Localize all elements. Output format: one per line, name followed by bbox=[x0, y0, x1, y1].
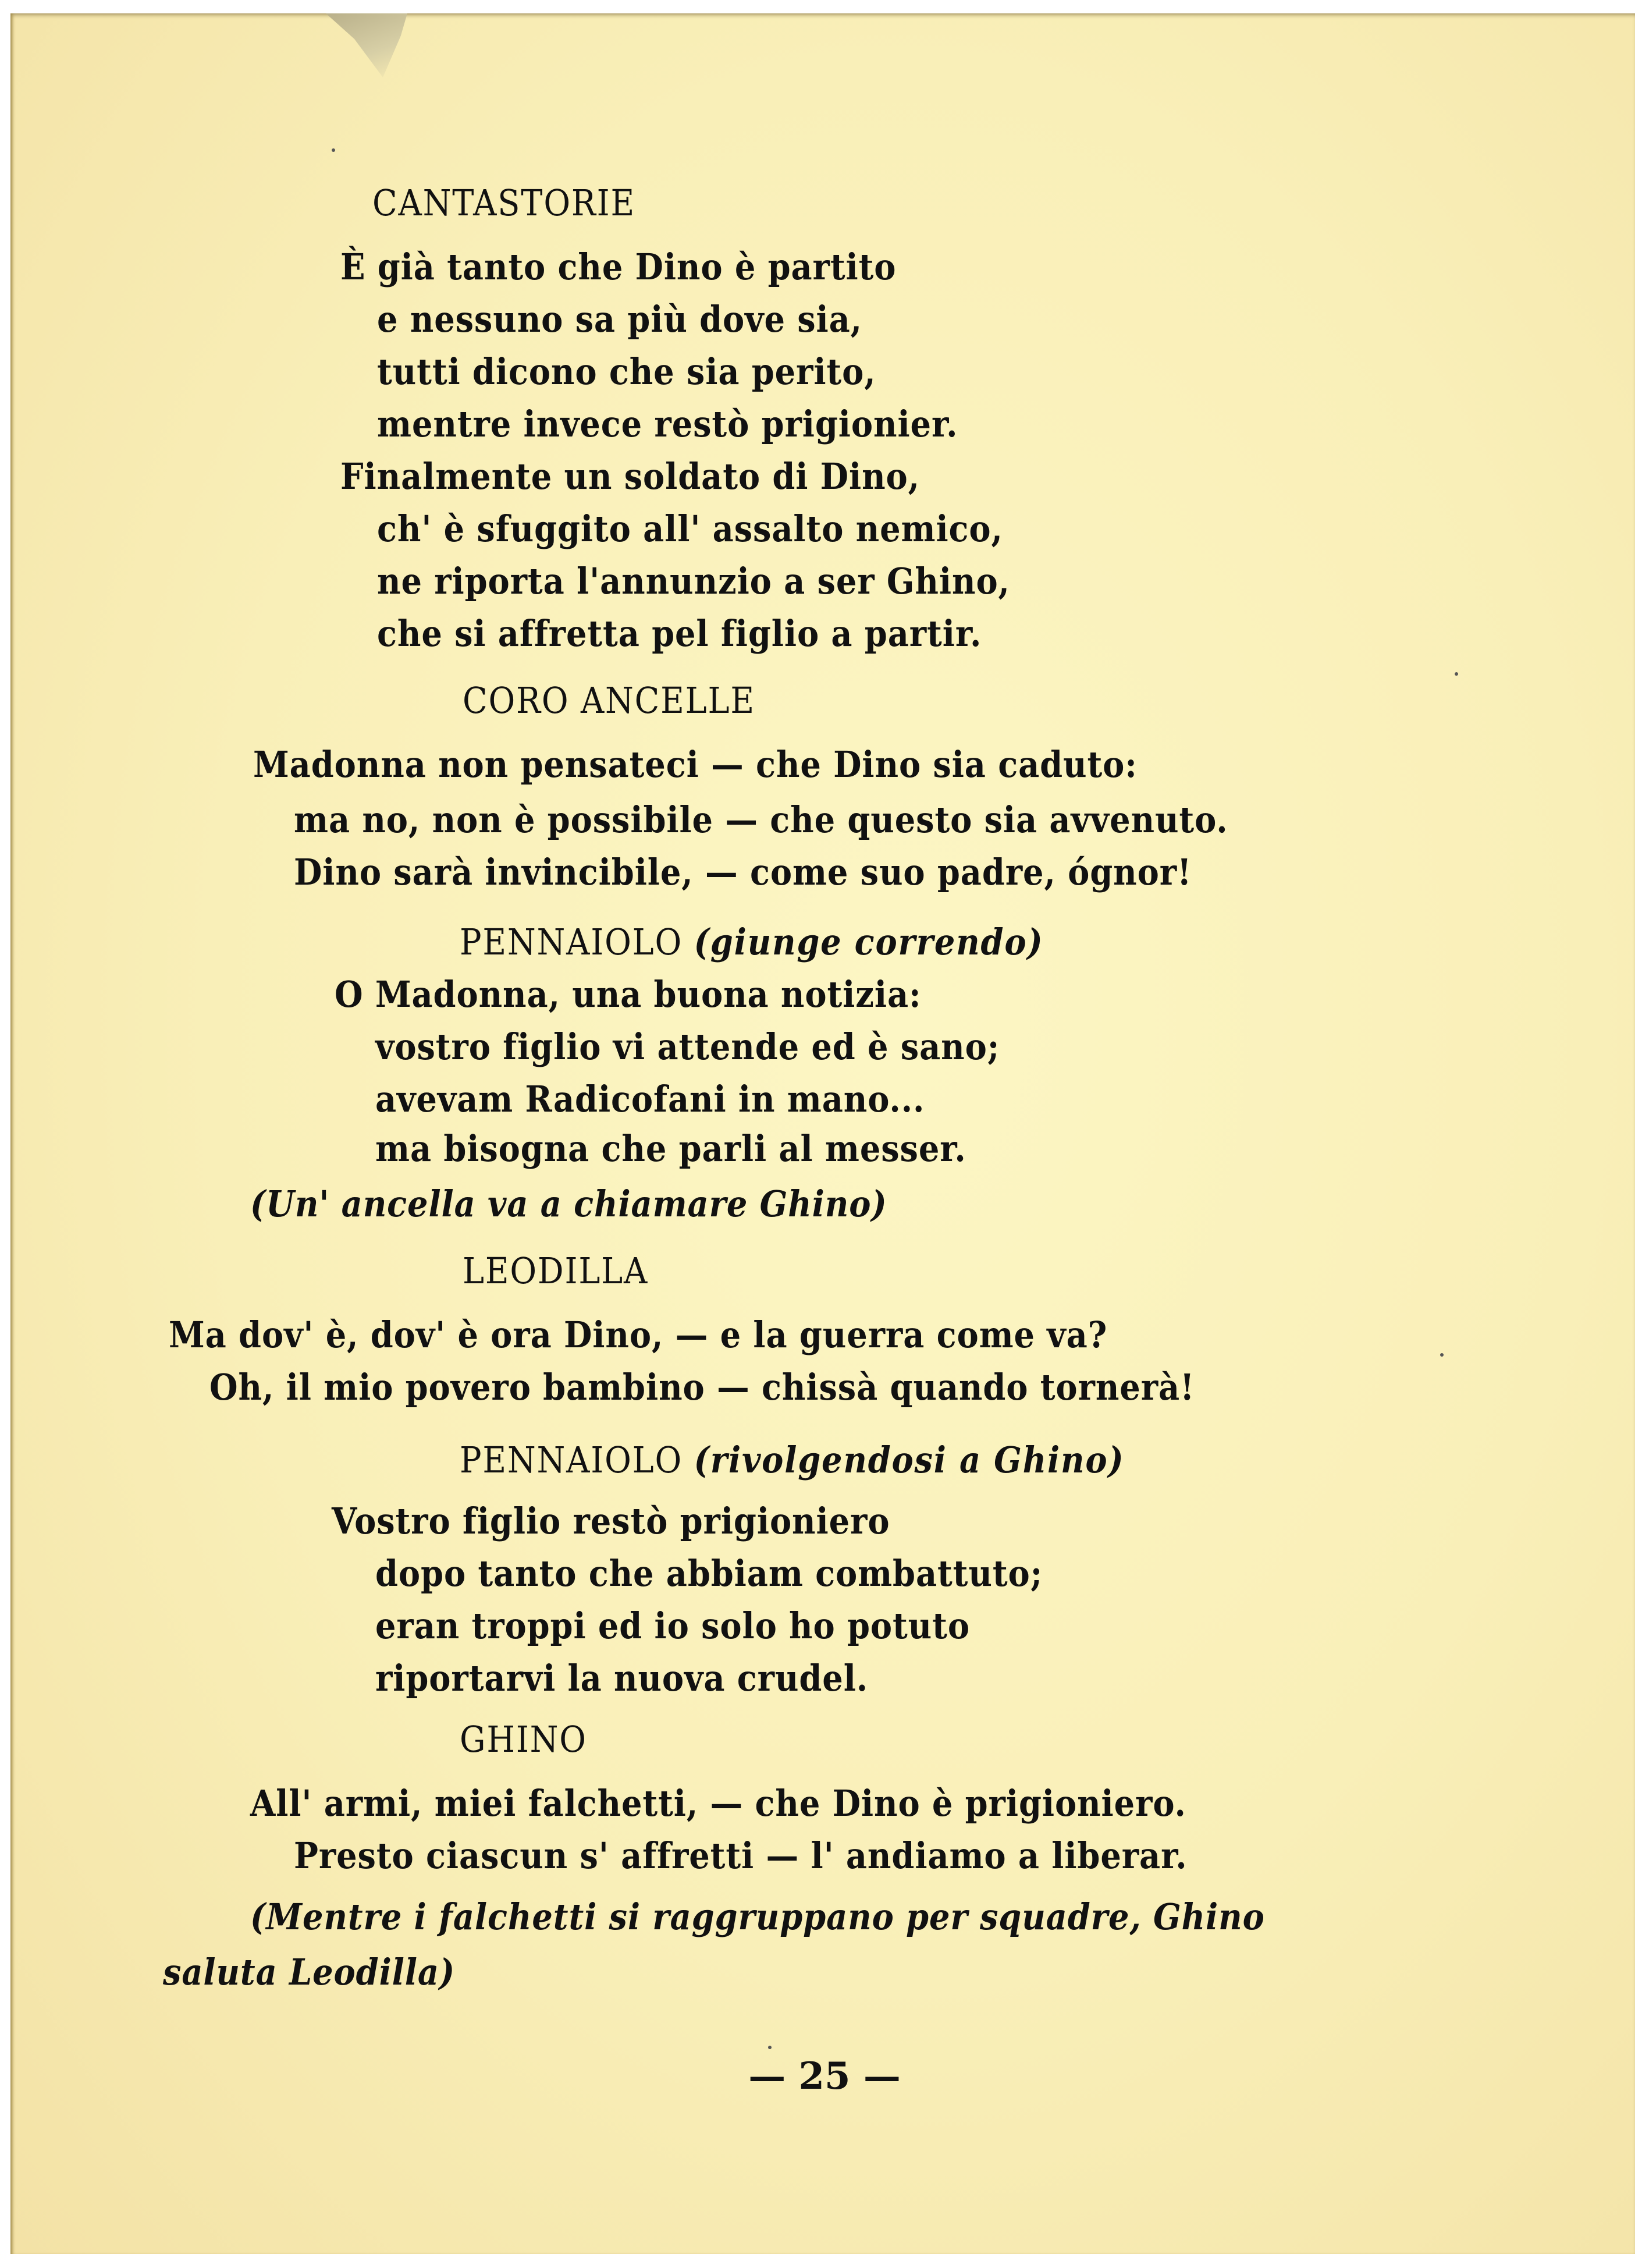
speaker-direction: (giunge correndo) bbox=[694, 921, 1044, 963]
verse-line: riportarvi la nuova crudel. bbox=[375, 1657, 869, 1699]
verse-line: Dino sarà invincibile, — come suo padre, ógnor! bbox=[294, 851, 1192, 893]
verse-line: Vostro figlio restò prigioniero bbox=[332, 1500, 890, 1542]
speaker-heading bbox=[460, 921, 1044, 963]
verse-line: ch' è sfuggito all' assalto nemico, bbox=[377, 507, 1003, 550]
stage-direction: saluta Leodilla) bbox=[163, 1951, 456, 1993]
verse-line: mentre invece restò prigionier. bbox=[377, 403, 958, 445]
stage-direction: (Mentre i falchetti si raggruppano per squadre, Ghino bbox=[250, 1896, 1265, 1938]
verse-line: Ma dov' è, dov' è ora Dino, — e la guerra come va? bbox=[169, 1314, 1108, 1356]
verse-line: Finalmente un soldato di Dino, bbox=[340, 455, 920, 498]
verse-line: Presto ciascun s' affretti — l' andiamo a liberar. bbox=[294, 1834, 1188, 1877]
verse-line: e nessuno sa più dove sia, bbox=[377, 298, 863, 340]
speaker-heading: CANTASTORIE bbox=[372, 182, 636, 224]
verse-line: Madonna non pensateci — che Dino sia caduto: bbox=[253, 743, 1138, 786]
verse-line: eran troppi ed io solo ho potuto bbox=[375, 1605, 970, 1647]
verse-line: che si affretta pel figlio a partir. bbox=[377, 612, 982, 655]
speaker-direction: (rivolgendosi a Ghino) bbox=[694, 1439, 1125, 1481]
speaker-name: PENNAIOLO bbox=[460, 921, 683, 963]
verse-line: dopo tanto che abbiam combattuto; bbox=[375, 1552, 1043, 1595]
paper-speck bbox=[1455, 672, 1458, 676]
verse-line: ma bisogna che parli al messer. bbox=[375, 1127, 966, 1170]
verse-line: ne riporta l'annunzio a ser Ghino, bbox=[377, 560, 1010, 602]
paper-speck bbox=[1440, 1353, 1444, 1357]
verse-line: avevam Radicofani in mano... bbox=[375, 1078, 925, 1120]
verse-line: vostro figlio vi attende ed è sano; bbox=[375, 1025, 1000, 1068]
verse-line: Oh, il mio povero bambino — chissà quando tornerà! bbox=[209, 1366, 1195, 1408]
speaker-name: PENNAIOLO bbox=[460, 1439, 683, 1481]
speaker-heading bbox=[460, 1439, 1125, 1481]
speaker-heading: CORO ANCELLE bbox=[463, 679, 755, 722]
verse-line: È già tanto che Dino è partito bbox=[340, 246, 897, 288]
verse-line: All' armi, miei falchetti, — che Dino è prigioniero. bbox=[250, 1782, 1186, 1825]
verse-line: ma no, non è possibile — che questo sia avvenuto. bbox=[294, 798, 1228, 841]
page-number: — 25 — bbox=[748, 2054, 901, 2098]
verse-line: tutti dicono che sia perito, bbox=[377, 350, 876, 393]
stage-direction: (Un' ancella va a chiamare Ghino) bbox=[250, 1183, 887, 1225]
paper-speck bbox=[768, 2046, 772, 2049]
speaker-heading: GHINO bbox=[460, 1718, 587, 1761]
speaker-heading: LEODILLA bbox=[463, 1250, 649, 1292]
paper-speck bbox=[332, 148, 335, 152]
verse-line: O Madonna, una buona notizia: bbox=[335, 973, 922, 1016]
